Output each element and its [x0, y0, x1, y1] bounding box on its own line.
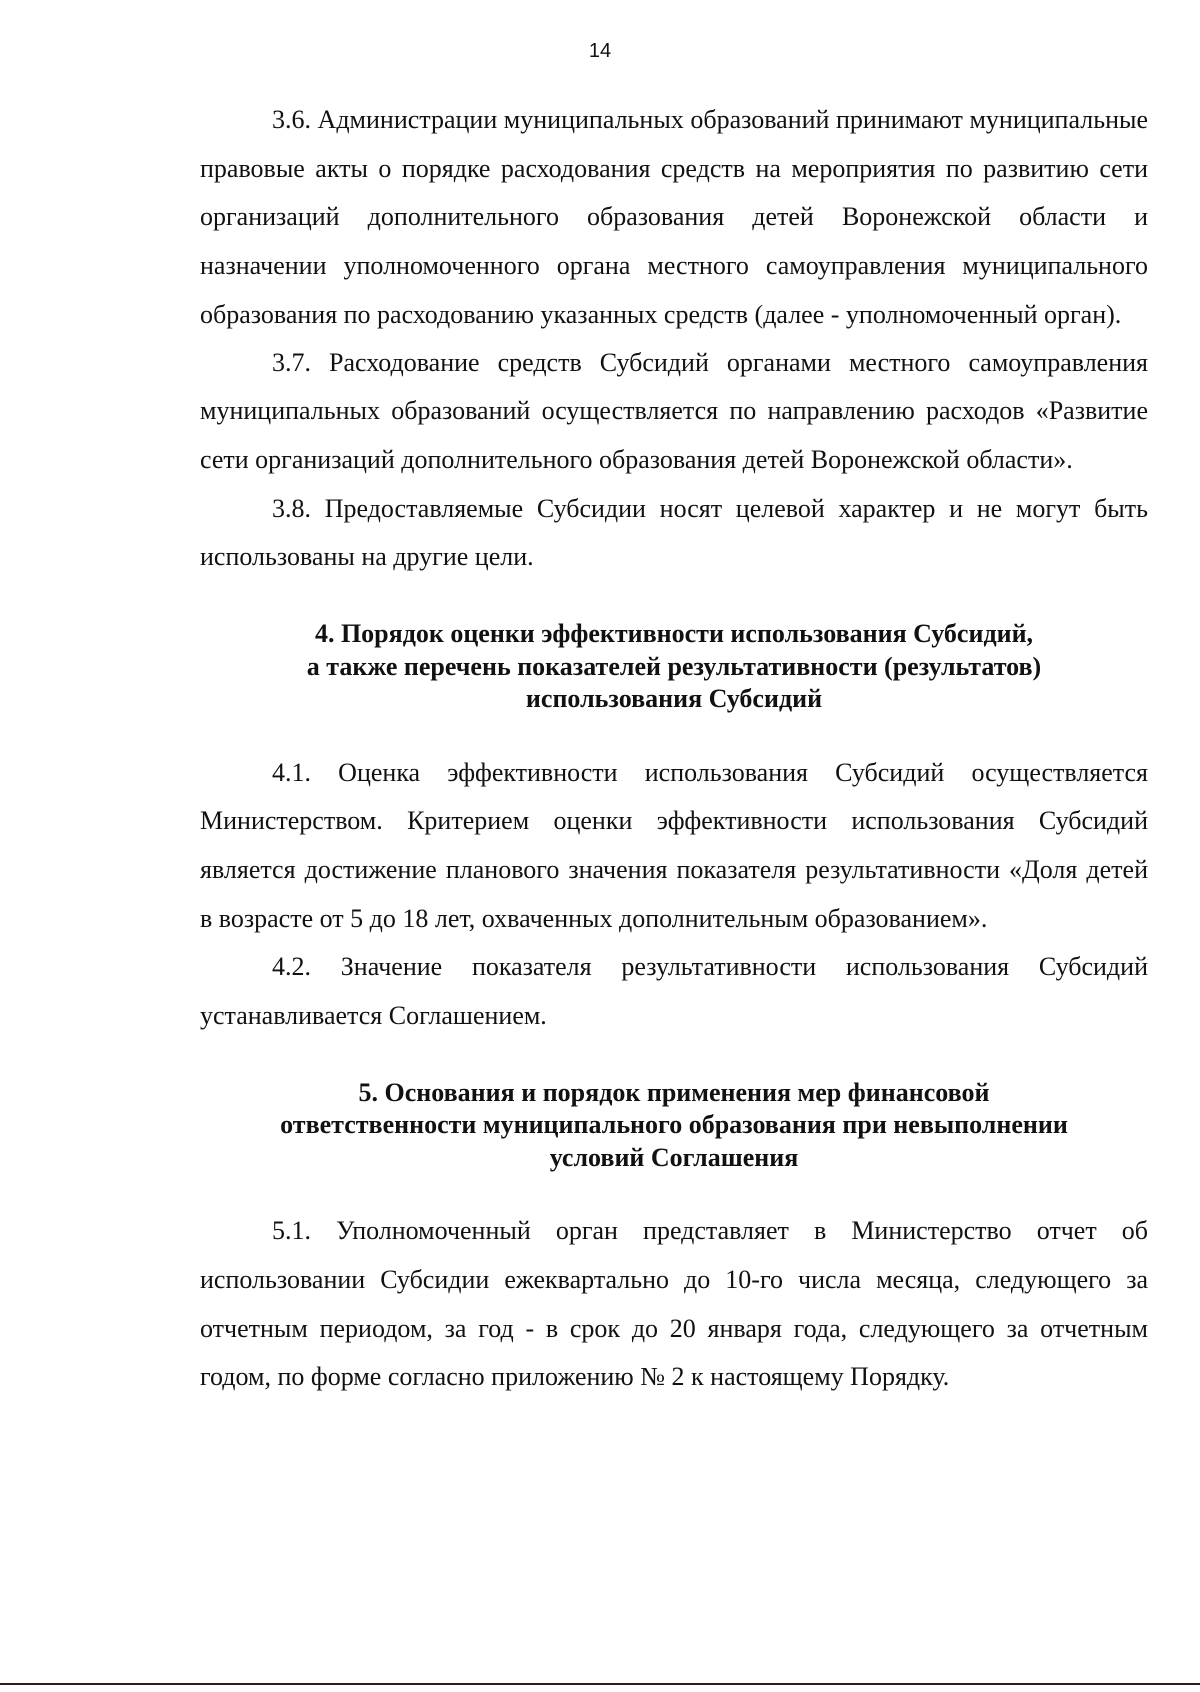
- paragraph-4-2: 4.2. Значение показателя результативности использования Субсидий устанавливается Соглашением.: [200, 952, 1148, 1031]
- page-bottom-rule: [0, 1683, 1200, 1685]
- section-5-heading-line-2: ответственности муниципального образования при невыполнении: [280, 1110, 1068, 1140]
- section-4-heading-line-1: 4. Порядок оценки эффективности использования Субсидий,: [314, 619, 1034, 649]
- section-5-heading: [200, 1077, 1148, 1175]
- section-5-heading-line-1: 5. Основания и порядок применения мер финансовой: [358, 1077, 990, 1107]
- paragraph-3-8: 3.8. Предоставляемые Субсидии носят целевой характер и не могут быть использованы на другие цели.: [200, 493, 1148, 572]
- paragraph-3-6: 3.6. Администрации муниципальных образований принимают муниципальные правовые акты о порядке расходования средств на мероприятия по развитию сети организаций дополнительного образования детей Воронежской области и назначении уполномоченного органа местного самоуправления муниципального образования по расходованию указанных средств (далее - уполномоченный орган).: [200, 105, 1148, 329]
- section-4-heading-line-3: использования Субсидий: [525, 684, 823, 714]
- paragraph-5-1: 5.1. Уполномоченный орган представляет в Министерство отчет об использовании Субсидии ежеквартально до 10-го числа месяца, следующего за отчетным периодом, за год - в срок до 20 января года, следующего за отчетным годом, по форме согласно приложению № 2 к настоящему Порядку.: [200, 1216, 1148, 1392]
- paragraph-3-7: 3.7. Расходование средств Субсидий органами местного самоуправления муниципальных образований осуществляется по направлению расходов «Развитие сети организаций дополнительного образования детей Воронежской области».: [200, 347, 1148, 474]
- section-4-heading-line-2: а также перечень показателей результативности (результатов): [306, 651, 1042, 681]
- page-number: 14: [588, 40, 612, 62]
- section-5-heading-line-3: условий Соглашения: [549, 1142, 799, 1172]
- document-body: [200, 96, 1148, 1402]
- section-4-heading: [200, 618, 1148, 716]
- paragraph-4-1: 4.1. Оценка эффективности использования Субсидий осуществляется Министерством. Критерием оценки эффективности использования Субсидий является достижение планового значения показателя результативности «Доля детей в возрасте от 5 до 18 лет, охваченных дополнительным образованием».: [200, 757, 1148, 933]
